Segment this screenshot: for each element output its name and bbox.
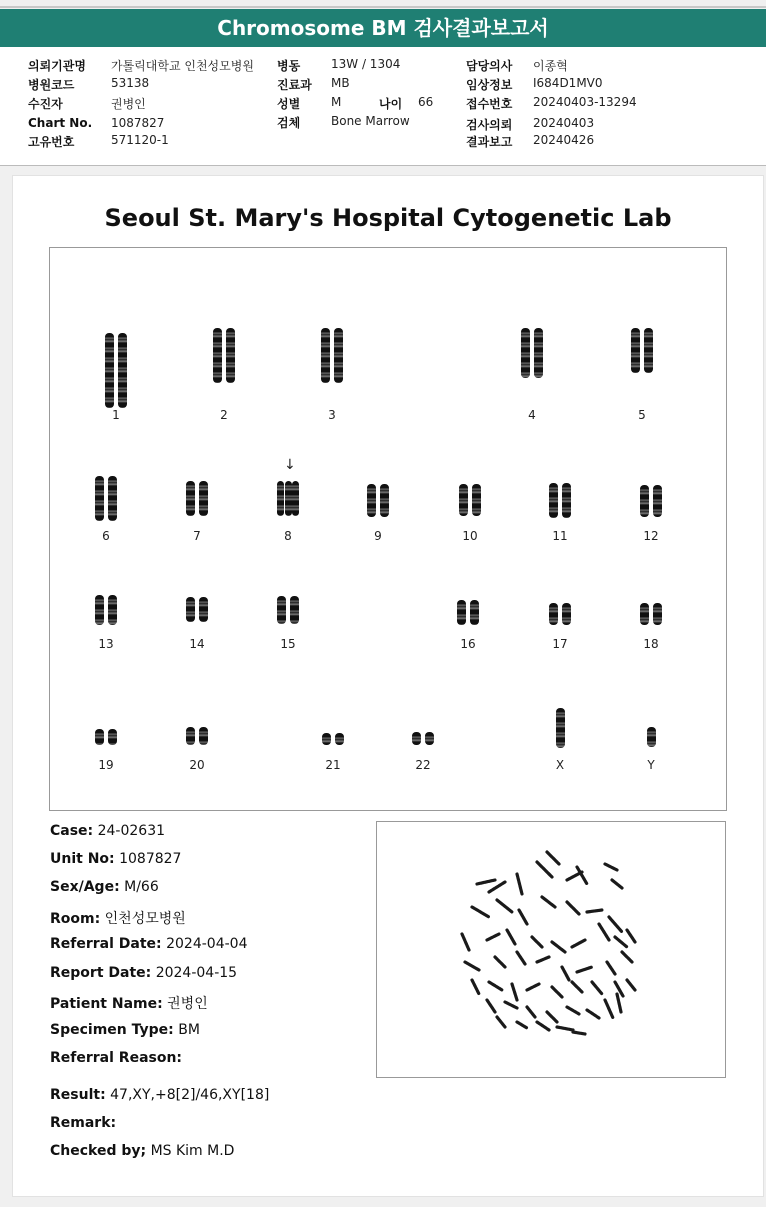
chromosome-number: 7 [193,529,201,543]
chromatid [186,727,195,745]
info-value: MB [331,76,350,90]
chromosome-pair-6 [95,476,117,521]
chromatid [277,481,284,516]
metaphase-chromosome [495,957,505,967]
chromatid [292,481,299,516]
chromosome-number: 11 [552,529,568,543]
chromosome-pair-3 [321,328,343,383]
metaphase-chromosome [497,900,512,912]
metaphase-chromosome [609,917,622,932]
metaphase-chromosome [605,1000,613,1018]
chromosome-pair-10 [459,484,481,516]
chromatid [108,729,117,745]
detail-specimen-type: Specimen Type: BM [50,1022,200,1038]
chromosome-pair-2 [213,328,235,383]
metaphase-chromosome [612,880,622,888]
chromatid [549,483,558,518]
metaphase-chromosome [627,930,635,942]
chromatid [199,597,208,622]
detail-case: Case: 24-02631 [50,823,166,839]
lab-title: Seoul St. Mary's Hospital Cytogenetic Lab [104,204,672,232]
chromatid [562,483,571,518]
metaphase-chromosome [573,1032,585,1034]
info-value: 이종혁 [533,59,568,73]
metaphase-chromosome [617,994,621,1012]
chromatid [213,328,222,383]
metaphase-chromosome [615,937,627,947]
chromosome-pair-15 [277,596,299,624]
chromatid [459,484,468,516]
info-label: 성별 [277,97,301,111]
metaphase-chromosome [552,942,565,952]
metaphase-chromosome [567,902,579,914]
chromatid [653,603,662,625]
metaphase-chromosome [497,1017,505,1027]
info-value: I684D1MV0 [533,76,603,90]
info-value: 20240403 [533,116,595,130]
chromosome-pair-19 [95,729,117,745]
metaphase-chromosome [547,852,559,864]
chromatid [285,481,292,516]
chromosome-pair-20 [186,727,208,745]
chromosome-pair-x [556,708,565,748]
chromatid [521,328,530,378]
metaphase-chromosome [512,984,517,1000]
chromatid [534,328,543,378]
chromatid [549,603,558,625]
chromosome-number: X [555,758,565,772]
top-divider [0,6,766,8]
chromosome-number: Y [647,758,655,772]
detail-unit-no: Unit No: 1087827 [50,851,182,867]
metaphase-chromosome [519,910,527,924]
chromosome-pair-7 [186,481,208,516]
chromosome-pair-12 [640,485,662,517]
chromatid [199,481,208,516]
chromosome-number: 15 [280,637,296,651]
info-label: 결과보고 [466,135,513,149]
metaphase-chromosome [532,937,542,947]
chromatid [277,596,286,624]
chromosome-number: 1 [112,408,120,422]
chromatid [640,485,649,517]
chromosome-pair-18 [640,603,662,625]
info-value: 가톨릭대학교 인천성모병원 [111,59,254,73]
chromosome-pair-14 [186,597,208,622]
metaphase-chromosome [562,967,569,980]
info-value: Bone Marrow [331,114,410,128]
metaphase-chromosome [462,934,469,950]
chromatid [108,476,117,521]
chromosome-number: 2 [220,408,228,422]
metaphase-chromosome [572,982,582,992]
metaphase-chromosome [527,1007,535,1017]
chromatid [644,328,653,373]
chromosome-number: 17 [552,637,568,651]
metaphase-chromosome [527,984,539,990]
chromosome-number: 6 [102,529,110,543]
info-label: 고유번호 [28,135,75,149]
patient-info-section [0,47,766,166]
chromatid [95,595,104,625]
chromosome-pair-y [647,727,656,747]
info-label: 병동 [277,59,301,73]
metaphase-chromosome [587,1010,599,1018]
info-label: 수진자 [28,97,63,111]
chromatid [226,328,235,383]
detail-remark: Remark: [50,1115,117,1131]
metaphase-chromosome [537,1022,549,1030]
chromatid [631,328,640,373]
metaphase-chromosome [537,957,549,962]
info-label: 검체 [277,116,301,130]
metaphase-chromosome [567,1007,579,1014]
detail-result: Result: 47,XY,+8[2]/46,XY[18] [50,1087,270,1103]
metaphase-chromosome [542,897,555,907]
chromatid [199,727,208,745]
detail-referral-reason: Referral Reason: [50,1050,183,1066]
chromosome-pair-22 [412,732,434,745]
chromosome-number: 18 [643,637,659,651]
metaphase-chromosome [599,924,609,940]
chromatid [335,733,344,745]
chromosome-pair-4 [521,328,543,378]
chromatid [118,333,127,408]
chromatid [470,600,479,625]
metaphase-chromosome [465,962,479,970]
info-label: 병원코드 [28,78,75,92]
chromatid [556,708,565,748]
chromatid [322,733,331,745]
karyogram-image [49,247,727,811]
chromatid [425,732,434,745]
age-value: 66 [418,95,434,109]
cytogenetic-report-panel [12,175,764,1197]
arrow-down-icon: ↓ [284,457,296,473]
info-value: M [331,95,342,109]
chromatid [95,729,104,745]
chromosome-pair-5 [631,328,653,373]
metaphase-chromosome [577,967,592,972]
chromatid [653,485,662,517]
info-label: 검사의뢰 [466,118,513,132]
chromosome-number: 3 [328,408,336,422]
detail-referral-date: Referral Date: 2024-04-04 [50,936,248,952]
chromosome-pair-9 [367,484,389,517]
detail-sex-age: Sex/Age: M/66 [50,879,159,895]
chromatid [412,732,421,745]
chromosome-number: 10 [462,529,478,543]
chromosome-pair-13 [95,595,117,625]
info-value: 20240426 [533,133,595,147]
info-label: 담당의사 [466,59,513,73]
chromosome-pair-1 [105,333,127,408]
metaphase-chromosome [607,962,615,974]
chromosome-pair-17 [549,603,571,625]
metaphase-spread [377,822,725,1077]
metaphase-chromosome [592,982,602,994]
chromosome-number: 13 [98,637,114,651]
info-value: 53138 [111,76,150,90]
metaphase-chromosome [489,882,505,892]
metaphase-chromosome [472,907,489,917]
info-label: 접수번호 [466,97,513,111]
metaphase-chromosome [587,910,602,912]
chromosome-number: 16 [460,637,476,651]
metaphase-chromosome [547,1012,557,1022]
info-value: 571120-1 [111,133,169,147]
info-label: 임상정보 [466,78,513,92]
chromosome-pair-21 [322,733,344,745]
chromatid [105,333,114,408]
metaphase-chromosome [477,880,495,884]
metaphase-chromosome [489,982,502,990]
chromatid [457,600,466,625]
metaphase-chromosome [627,980,635,990]
chromosome-number: 4 [528,408,536,422]
chromatid [367,484,376,517]
metaphase-chromosome [557,1027,573,1030]
metaphase-chromosome [517,1022,527,1028]
chromosome-number: 12 [643,529,659,543]
info-label: Chart No. [28,116,93,130]
metaphase-chromosome [537,862,552,877]
metaphase-chromosome [505,1002,517,1008]
info-label: 의뢰기관명 [28,59,86,73]
chromatid [321,328,330,383]
metaphase-chromosome [472,980,479,994]
chromosome-number: 22 [415,758,431,772]
metaphase-chromosome [622,952,632,962]
info-value: 20240403-13294 [533,95,637,109]
metaphase-chromosome [487,1000,495,1012]
metaphase-image [376,821,726,1078]
chromosome-number: 20 [189,758,205,772]
detail-report-date: Report Date: 2024-04-15 [50,965,238,981]
chromosome-number: 14 [189,637,205,651]
chromosome-number: 19 [98,758,114,772]
detail-checked-by: Checked by; MS Kim M.D [50,1143,235,1159]
info-value: 13W / 1304 [331,57,401,71]
info-label: 진료과 [277,78,312,92]
chromosome-number: 9 [374,529,382,543]
report-title: Chromosome BM 검사결과보고서 [0,9,766,47]
metaphase-chromosome [605,864,617,870]
chromatid [562,603,571,625]
chromatid [186,597,195,622]
metaphase-chromosome [517,952,525,964]
chromatid [472,484,481,516]
chromatid [95,476,104,521]
chromosome-pair-16 [457,600,479,625]
chromosome-pair-11 [549,483,571,518]
chromatid [334,328,343,383]
info-value: 권병인 [111,97,146,111]
metaphase-chromosome [507,930,515,944]
detail-room: Room: 인천성모병원 [50,911,186,927]
chromosome-number: 5 [638,408,646,422]
metaphase-chromosome [487,934,499,940]
metaphase-chromosome [572,940,585,947]
chromatid [290,596,299,624]
metaphase-chromosome [517,874,522,894]
chromatid [186,481,195,516]
chromatid [380,484,389,517]
detail-patient-name: Patient Name: 권병인 [50,996,208,1012]
chromosome-pair-8 [277,481,299,516]
chromatid [108,595,117,625]
chromosome-number: 8 [284,529,292,543]
info-value: 1087827 [111,116,165,130]
chromatid [647,727,656,747]
chromatid [640,603,649,625]
chromosome-number: 21 [325,758,341,772]
age-label: 나이 [379,97,403,111]
metaphase-chromosome [552,987,562,997]
